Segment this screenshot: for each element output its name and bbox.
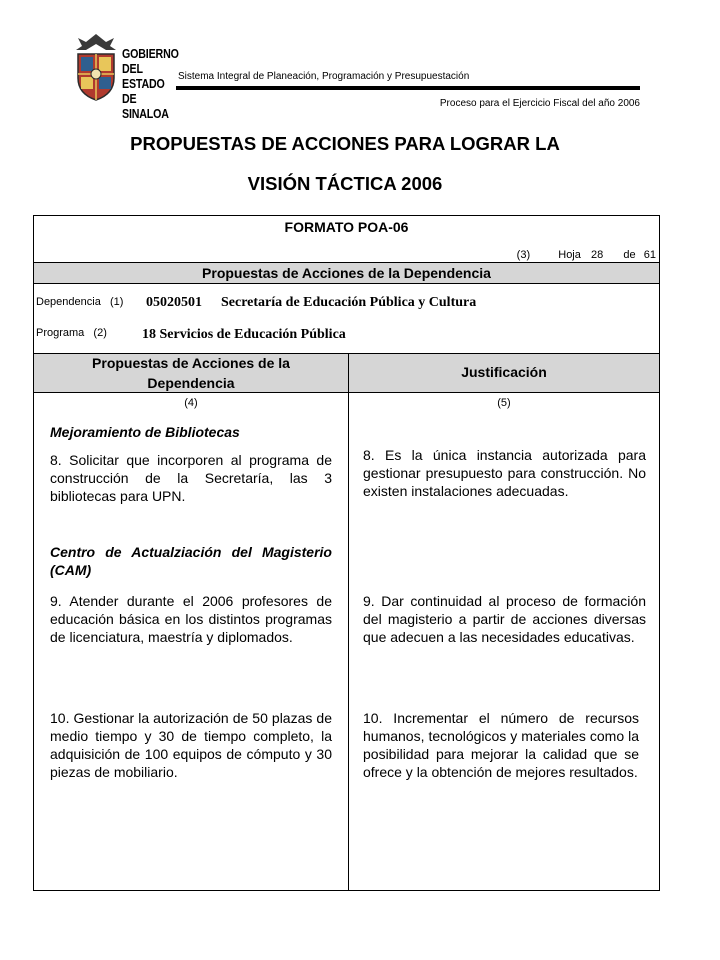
section-title: Propuestas de Acciones de la Dependencia bbox=[34, 262, 659, 284]
header-rule bbox=[176, 86, 640, 90]
column-header-actions-line: Propuestas de Acciones de la bbox=[92, 355, 290, 371]
programa-value: 18 Servicios de Educación Pública bbox=[142, 327, 346, 342]
dependencia-code: 05020501 bbox=[146, 295, 202, 310]
bibliotecas-title: Mejoramiento de Bibliotecas bbox=[50, 424, 240, 440]
column-ref-actions: (4) bbox=[184, 397, 198, 409]
action-10: 10. Gestionar la autorización de 50 plazas de medio tiempo y 30 de tiempo completo, la adquisición de 100 equipos de cómputo y 30 piezas de mobiliario. bbox=[50, 710, 332, 780]
sheet-info bbox=[517, 249, 656, 261]
dependencia-name: Secretaría de Educación Pública y Cultura bbox=[221, 295, 477, 310]
sheet-label: Hoja bbox=[558, 249, 581, 261]
government-name-line: DEL ESTADO bbox=[122, 61, 165, 91]
action-9: 9. Atender durante el 2006 profesores de educación básica en los distintos programas de licenciatura, maestría y diplomados. bbox=[50, 593, 332, 645]
system-name: Sistema Integral de Planeación, Programación y Presupuestación bbox=[178, 71, 470, 82]
justification-8: 8. Es la única instancia autorizada para gestionar presupuesto para construcción. No existen instalaciones adecuadas. bbox=[363, 447, 646, 499]
column-header-actions bbox=[34, 353, 348, 393]
programa-ref: (2) bbox=[93, 327, 107, 339]
programa-label bbox=[36, 327, 107, 339]
programa-label-text: Programa bbox=[36, 327, 85, 339]
sheet-of-label: de bbox=[623, 249, 636, 261]
sheet-number: 28 bbox=[591, 249, 604, 261]
column-header-actions-line: Dependencia bbox=[147, 375, 235, 391]
action-8: 8. Solicitar que incorporen al programa de construcción de la Secretaría, las 3 bibliotecas para UPN. bbox=[50, 452, 332, 504]
format-code: FORMATO POA-06 bbox=[284, 219, 409, 235]
column-divider bbox=[348, 353, 349, 891]
page-title-line-1: PROPUESTAS DE ACCIONES PARA LOGRAR LA bbox=[130, 133, 560, 154]
dependencia-label bbox=[36, 296, 123, 308]
column-ref-justification: (5) bbox=[497, 397, 511, 409]
page-title-line-2: VISIÓN TÁCTICA 2006 bbox=[247, 173, 443, 194]
dependencia-label-text: Dependencia bbox=[36, 296, 101, 308]
sheet-ref: (3) bbox=[516, 249, 531, 261]
government-name-line: DE SINALOA bbox=[122, 91, 169, 121]
column-header-justification: Justificación bbox=[461, 364, 547, 380]
fiscal-process-label: Proceso para el Ejercicio Fiscal del año 2006 bbox=[439, 98, 640, 109]
dependencia-ref: (1) bbox=[109, 296, 124, 308]
justification-10: 10. Incrementar el número de recursos humanos, tecnológicos y materiales como la posibilidad para mejorar la calidad que se ofrece y la obtención de mejores resultados. bbox=[363, 710, 639, 780]
sheet-total: 61 bbox=[643, 249, 656, 261]
state-seal-logo bbox=[72, 32, 120, 104]
justification-9: 9. Dar continuidad al proceso de formación del magisterio a partir de acciones diversas que adecuen a las necesidades educativas. bbox=[363, 593, 646, 645]
government-name bbox=[122, 46, 179, 121]
government-name-line: GOBIERNO bbox=[122, 46, 179, 61]
cam-title: Centro de Actualziación del Magisterio (CAM) bbox=[50, 544, 332, 578]
